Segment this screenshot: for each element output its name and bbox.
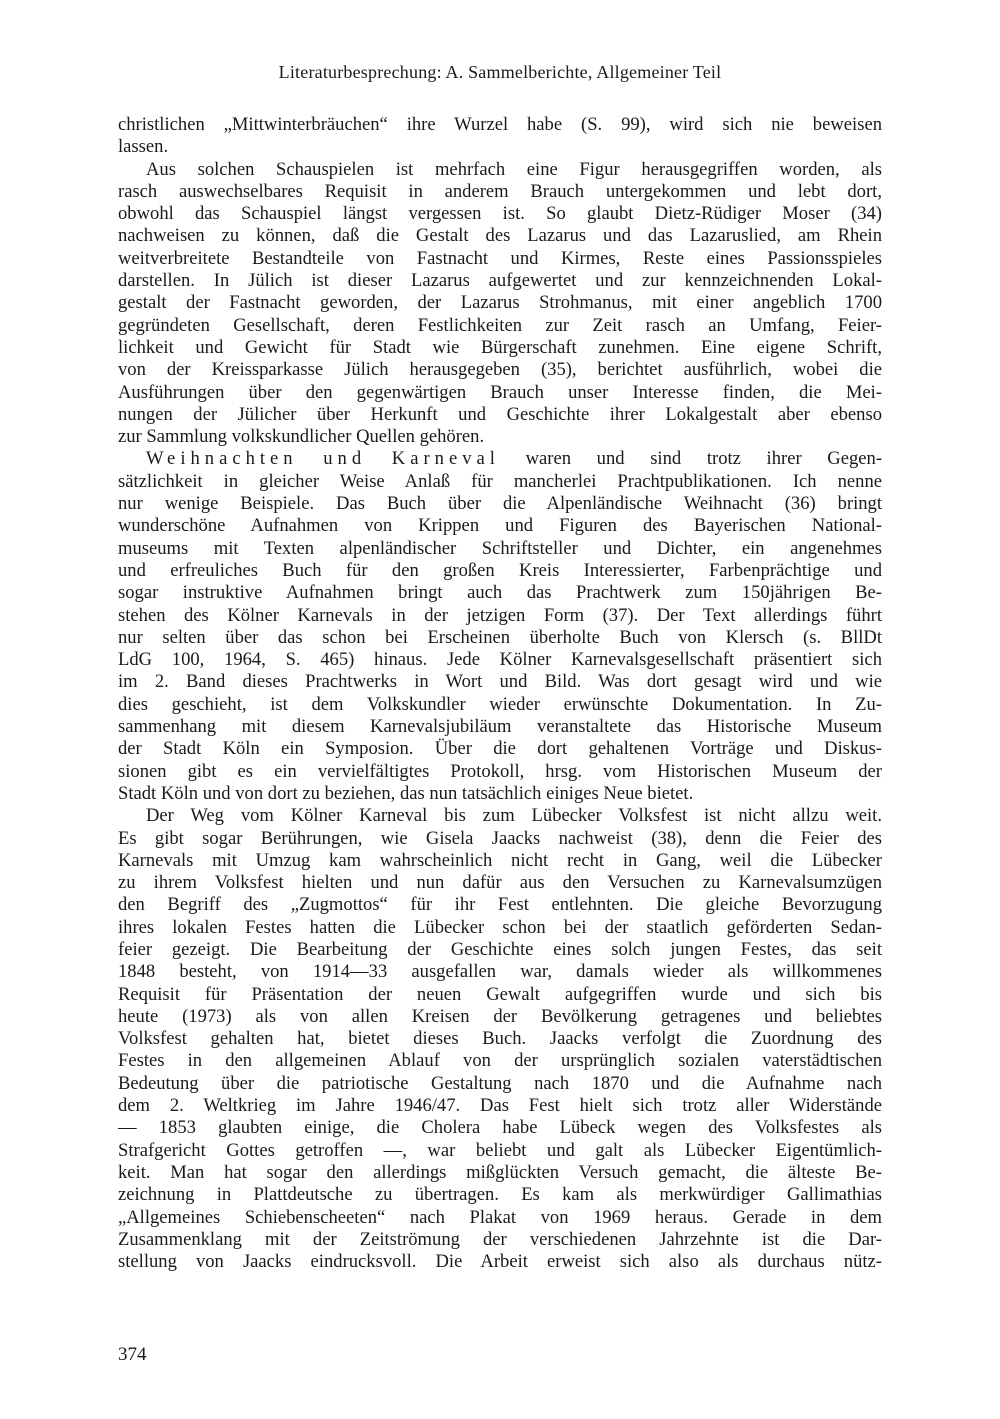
text-line: sätzlichkeit in gleicher Weise Anlaß für mancherlei Prachtpublikationen. Ich nenne <box>118 470 882 492</box>
text-line: Karnevals mit Umzug kam wahrscheinlich nicht recht in Gang, weil die Lübecker <box>118 849 882 871</box>
page-number: 374 <box>118 1344 147 1365</box>
text-line: nur selten über das schon bei Erscheinen überholte Buch von Klersch (s. BllDt <box>118 626 882 648</box>
text-line: nur wenige Beispiele. Das Buch über die Alpenländische Weihnacht (36) bringt <box>118 493 882 515</box>
text-line: stehen des Kölner Karnevals in der jetzigen Form (37). Der Text allerdings führt <box>118 604 882 626</box>
text-line: sammenhang mit diesem Karnevalsjubiläum veranstaltete das Historische Museum <box>118 716 882 738</box>
paragraph-start: Aus solchen Schauspielen ist mehrfach eine Figur herausgegriffen worden, als <box>146 158 882 180</box>
text-line: christlichen „Mittwinterbräuchen“ ihre Wurzel habe (S. 99), wird sich nie beweisen <box>118 114 882 135</box>
text-line: Strafgericht Gottes getroffen —, war beliebt und galt als Lübecker Eigentümlich- <box>118 1139 882 1161</box>
text-line: lassen. <box>118 136 169 158</box>
text-line: den Begriff des „Zugmottos“ für ihr Fest entlehnten. Die gleiche Bevorzugung <box>118 894 882 916</box>
text-line: Ausführungen über den gegenwärtigen Brauch unser Interesse finden, die Mei- <box>118 381 882 403</box>
text-line: lichkeit und Gewicht für Stadt wie Bürgerschaft zunehmen. Eine eigene Schrift, <box>118 336 882 358</box>
text-line: ihres lokalen Festes hatten die Lübecker schon bei der staatlich geförderten Sedan- <box>118 916 882 938</box>
text-line: Stadt Köln und von dort zu beziehen, das nun tatsächlich einiges Neue bietet. <box>118 782 694 804</box>
text-line: keit. Man hat sogar den allerdings mißglückten Versuch gemacht, die älteste Be- <box>118 1161 882 1183</box>
text-line: gegründeten Gesellschaft, deren Festlichkeiten zur Zeit rasch an Umfang, Feier- <box>118 314 882 336</box>
text-line: Requisit für Präsentation der neuen Gewalt aufgegriffen wurde und sich bis <box>118 983 882 1005</box>
text-line: und erfreuliches Buch für den großen Kreis Interessierter, Farbenprächtige und <box>118 559 882 581</box>
text-line: darstellen. In Jülich ist dieser Lazarus aufgewertet und zur kennzeichnenden Lokal- <box>118 270 882 292</box>
text-line: dem 2. Weltkrieg im Jahre 1946/47. Das Fest hielt sich trotz aller Widerstände <box>118 1095 882 1117</box>
text-line: wunderschöne Aufnahmen von Krippen und Figuren des Bayerischen National- <box>118 515 882 537</box>
text-line: stellung von Jaacks eindrucksvoll. Die Arbeit erweist sich also als durchaus nütz- <box>118 1251 882 1273</box>
text-line: feier gezeigt. Die Bearbeitung der Geschichte eines solch jungen Festes, das seit <box>118 938 882 960</box>
running-header: Literaturbesprechung: A. Sammelberichte, Allgemeiner Teil <box>278 62 722 82</box>
text-line: museums mit Texten alpenländischer Schriftsteller und Dichter, ein angenehmes <box>118 537 882 559</box>
text-line: von der Kreissparkasse Jülich herausgegeben (35), berichtet ausführlich, wobei die <box>118 359 882 381</box>
text-line <box>118 1273 882 1295</box>
text-line: nungen der Jülicher über Herkunft und Geschichte ihrer Lokalgestalt aber ebenso <box>118 403 882 425</box>
text-line: Es gibt sogar Berührungen, wie Gisela Jaacks nachweist (38), denn die Feier des <box>118 827 882 849</box>
text-line-rest: waren und sind trotz ihrer Gegen- <box>525 448 882 470</box>
text-line: Volksfest gehalten hat, bietet dieses Buch. Jaacks verfolgt die Zuordnung des <box>118 1028 882 1050</box>
spaced-term-karneval: Karneval <box>391 448 500 470</box>
text-line: „Allgemeines Schiebenscheeten“ nach Plakat von 1969 heraus. Gerade in dem <box>118 1206 882 1228</box>
text-line: rasch auswechselbares Requisit in anderem Brauch untergekommen und lebt dort, <box>118 180 882 202</box>
text-line: zu ihrem Volksfest hielten und nun dafür aus den Versuchen zu Karnevalsumzügen <box>118 872 882 894</box>
text-line: gestalt der Fastnacht geworden, der Lazarus Strohmanus, mit einer angeblich 1700 <box>118 292 882 314</box>
spaced-term-weihnachten: Weihnachten <box>146 448 298 470</box>
spaced-term-und: und <box>323 448 367 470</box>
text-line: heute (1973) als von allen Kreisen der Bevölkerung getragenes und beliebtes <box>118 1005 882 1027</box>
paragraph-start: Der Weg vom Kölner Karneval bis zum Lübecker Volksfest ist nicht allzu weit. <box>146 805 882 827</box>
body-text <box>118 114 882 1296</box>
text-line: zeichnung in Plattdeutsche zu übertragen. Es kam als merkwürdiger Gallimathias <box>118 1184 882 1206</box>
text-line: im 2. Band dieses Prachtwerks in Wort und Bild. Was dort gesagt wird und wie <box>118 671 882 693</box>
text-line: — 1853 glaubten einige, die Cholera habe Lübeck wegen des Volksfestes als <box>118 1117 882 1139</box>
text-line: sogar instruktive Aufnahmen bringt auch das Prachtwerk zum 150jährigen Be- <box>118 582 882 604</box>
paragraph-start <box>118 448 882 470</box>
text-line: zur Sammlung volkskundlicher Quellen gehören. <box>118 426 485 448</box>
text-line: LdG 100, 1964, S. 465) hinaus. Jede Kölner Karnevalsgesellschaft präsentiert sich <box>118 649 882 671</box>
text-line: sionen gibt es ein vervielfältigtes Protokoll, hrsg. vom Historischen Museum der <box>118 760 882 782</box>
text-line: der Stadt Köln ein Symposion. Über die dort gehaltenen Vorträge und Diskus- <box>118 738 882 760</box>
text-line: Bedeutung über die patriotische Gestaltung nach 1870 und die Aufnahme nach <box>118 1072 882 1094</box>
text-line: dies geschieht, ist dem Volkskundler wieder erwünschte Dokumentation. In Zu- <box>118 693 882 715</box>
text-line: obwohl das Schauspiel längst vergessen ist. So glaubt Dietz-Rüdiger Moser (34) <box>118 203 882 225</box>
text-line: weitverbreitete Bestandteile von Fastnacht und Kirmes, Reste eines Passionsspieles <box>118 247 882 269</box>
text-line: nachweisen zu können, daß die Gestalt des Lazarus und das Lazaruslied, am Rhein <box>118 225 882 247</box>
text-line: Zusammenklang mit der Zeitströmung der verschiedenen Jahrzehnte ist die Dar- <box>118 1228 882 1250</box>
text-line: Festes in den allgemeinen Ablauf von der ursprünglich sozialen vaterstädtischen <box>118 1050 882 1072</box>
text-line: 1848 besteht, von 1914—33 ausgefallen war, damals wieder als willkommenes <box>118 961 882 983</box>
